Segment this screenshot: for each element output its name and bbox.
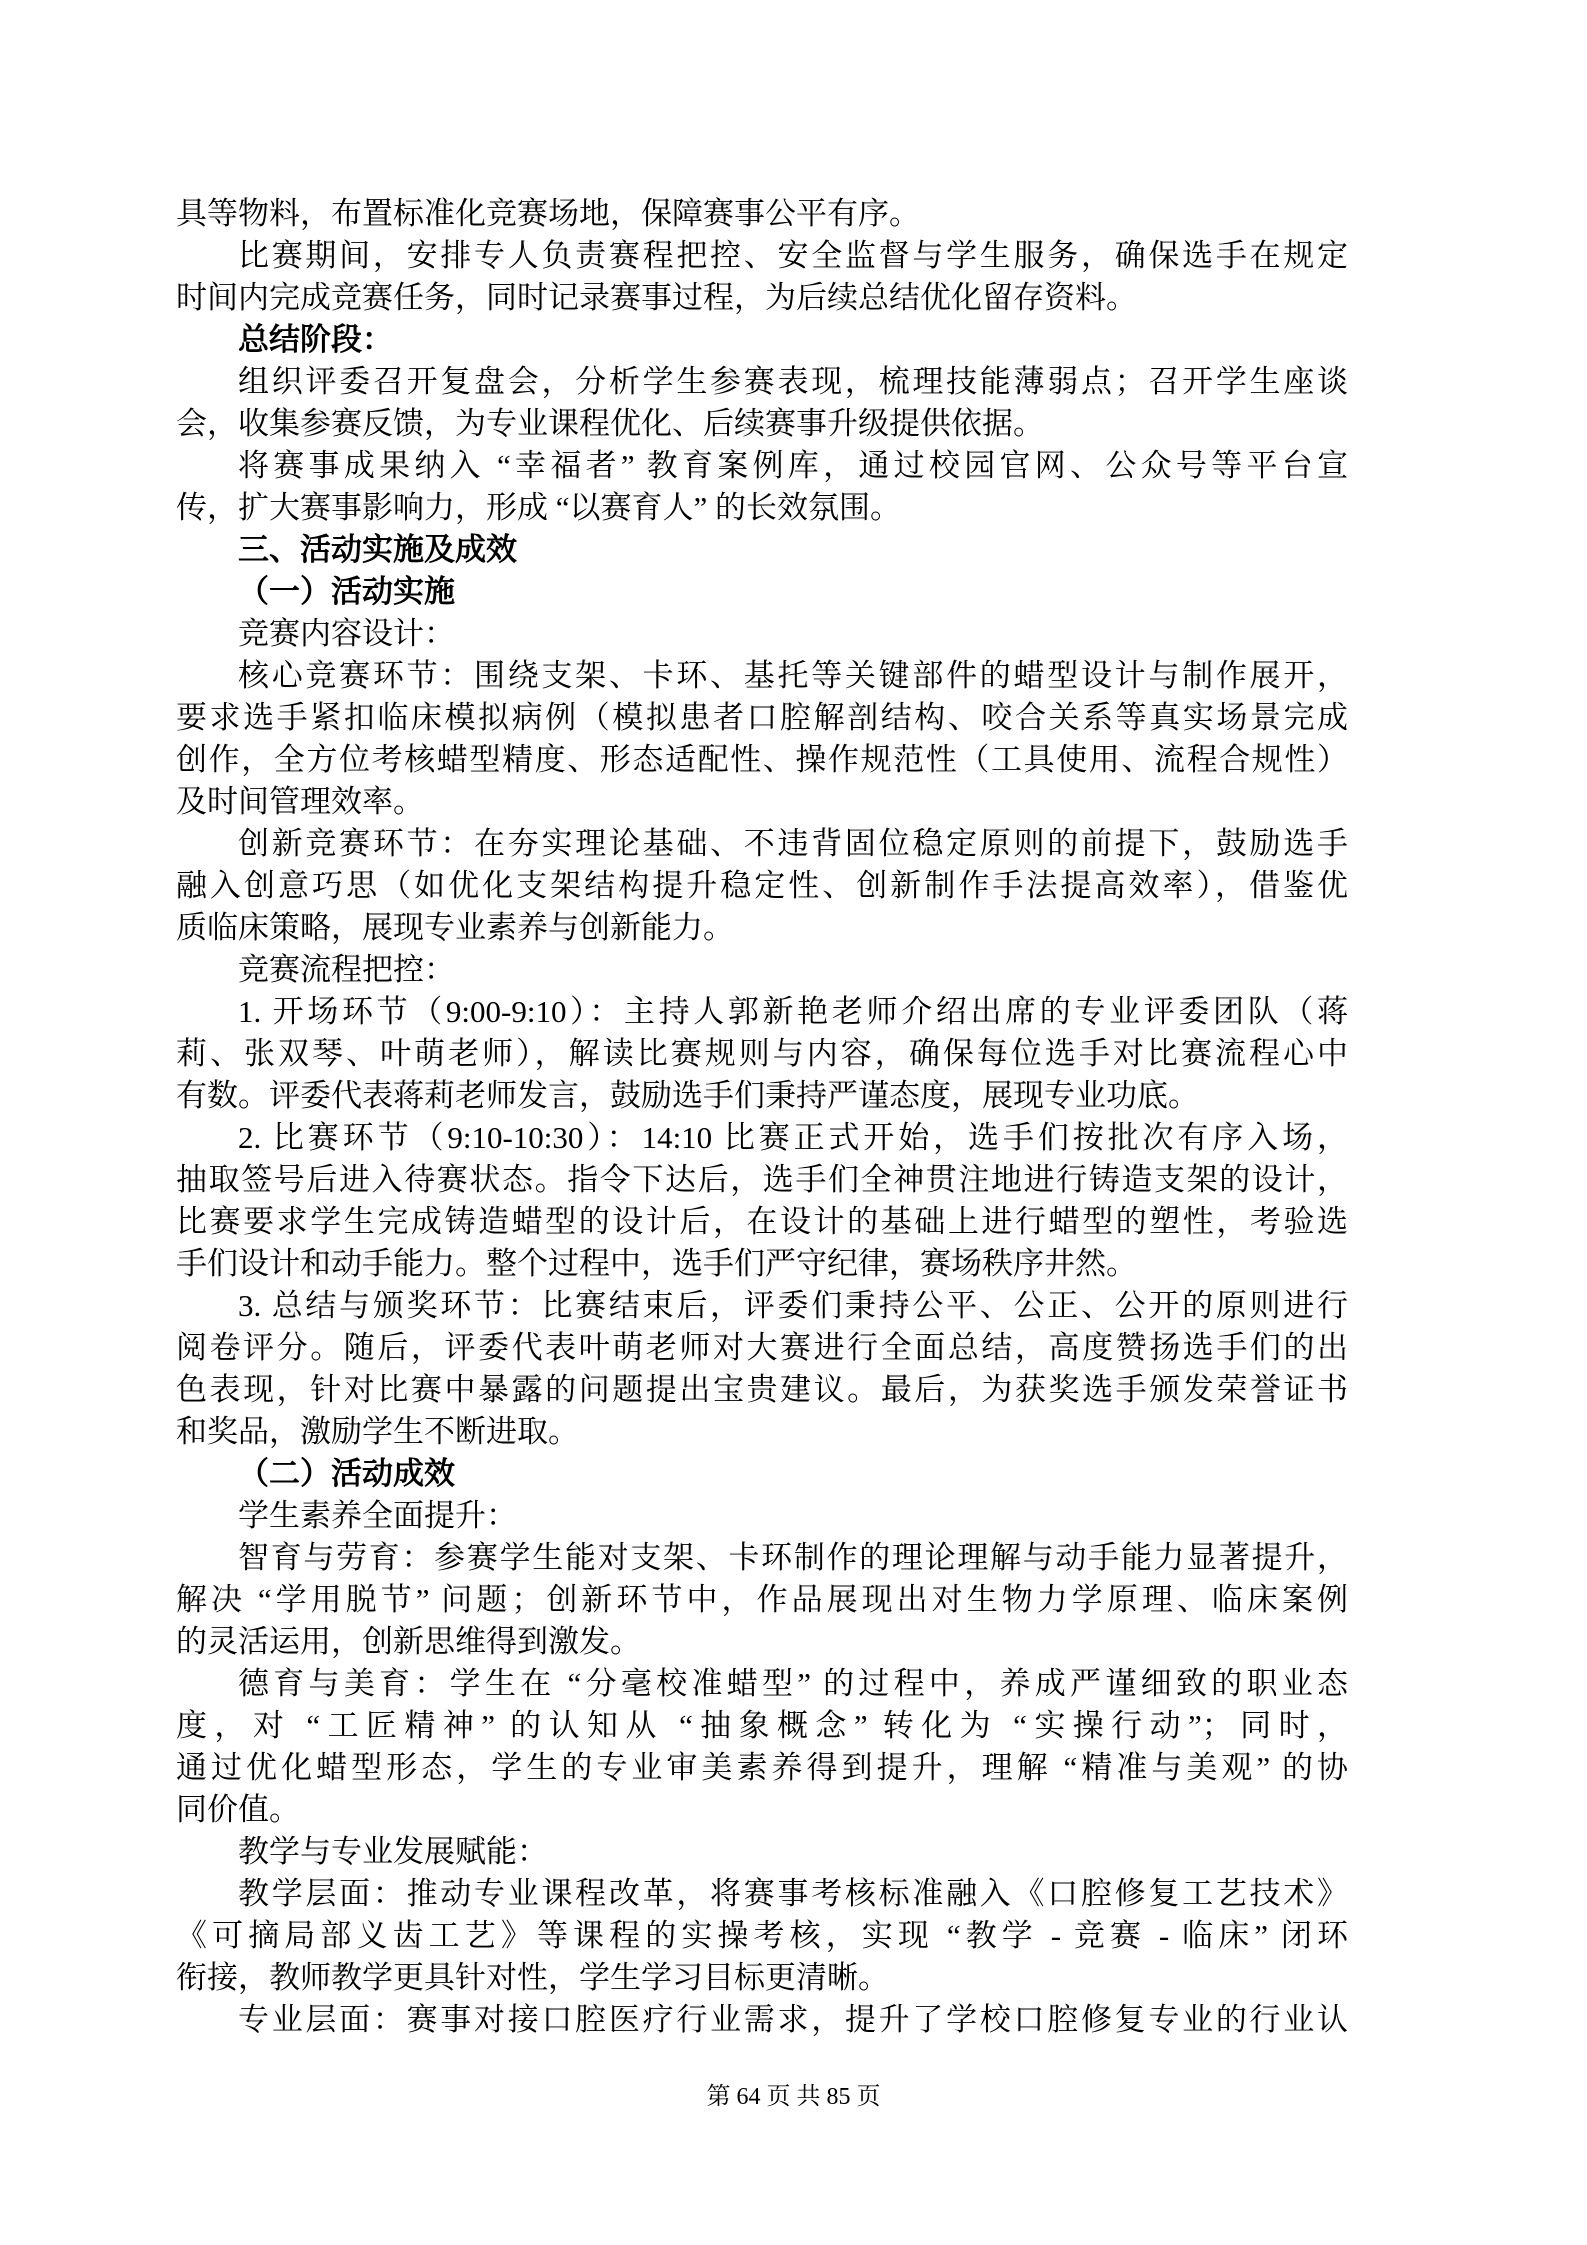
text-line: 手们设计和动手能力。整个过程中，选手们严守纪律，赛场秩序井然。 [176, 1246, 1137, 1281]
text-line: 3. 总结与颁奖环节：比赛结束后，评委们秉持公平、公正、公开的原则进行 [238, 1288, 1348, 1323]
text-line: 抽取签号后进入待赛状态。指令下达后，选手们全神贯注地进行铸造支架的设计， [176, 1162, 1348, 1197]
text-line: 竞赛内容设计： [238, 616, 455, 651]
text-line: 传，扩大赛事影响力，形成 “以赛育人” 的长效氛围。 [176, 490, 902, 525]
text-line: 要求选手紧扣临床模拟病例（模拟患者口腔解剖结构、咬合关系等真实场景完成 [176, 700, 1348, 735]
text-line: 比赛要求学生完成铸造蜡型的设计后，在设计的基础上进行蜡型的塑性，考验选 [176, 1204, 1348, 1239]
text-line: 组织评委召开复盘会，分析学生参赛表现，梳理技能薄弱点；召开学生座谈 [238, 364, 1348, 399]
document-body [176, 193, 1348, 2041]
text-line: 竞赛流程把控： [238, 952, 455, 987]
text-line: 有数。评委代表蒋莉老师发言，鼓励选手们秉持严谨态度，展现专业功底。 [176, 1078, 1199, 1113]
text-line: 通过优化蜡型形态，学生的专业审美素养得到提升，理解 “精准与美观” 的协 [176, 1750, 1348, 1785]
text-line: 衔接，教师教学更具针对性，学生学习目标更清晰。 [176, 1960, 889, 1995]
text-line: （二）活动成效 [238, 1456, 455, 1491]
page-footer [0, 2082, 1587, 2112]
text-line: 质临床策略，展现专业素养与创新能力。 [176, 910, 734, 945]
text-line: 的灵活运用，创新思维得到激发。 [176, 1624, 641, 1659]
text-line: 阅卷评分。随后，评委代表叶萌老师对大赛进行全面总结，高度赞扬选手们的出 [176, 1330, 1348, 1365]
text-line: 创新竞赛环节：在夯实理论基础、不违背固位稳定原则的前提下，鼓励选手 [238, 826, 1348, 861]
text-line: 《可摘局部义齿工艺》等课程的实操考核，实现 “教学 - 竞赛 - 临床” 闭环 [176, 1918, 1348, 1953]
text-line: 莉、张双琴、叶萌老师），解读比赛规则与内容，确保每位选手对比赛流程心中 [176, 1036, 1348, 1071]
text-line: 总结阶段： [238, 322, 393, 357]
text-line: 融入创意巧思（如优化支架结构提升稳定性、创新制作手法提高效率），借鉴优 [176, 868, 1348, 903]
text-line: 教学与专业发展赋能： [238, 1834, 548, 1869]
text-line: 学生素养全面提升： [238, 1498, 517, 1533]
text-line: 三、活动实施及成效 [238, 532, 517, 567]
text-line: 教学层面：推动专业课程改革，将赛事考核标准融入《口腔修复工艺技术》 [238, 1876, 1348, 1911]
text-line: 及时间管理效率。 [176, 784, 424, 819]
text-line: 具等物料，布置标准化竞赛场地，保障赛事公平有序。 [176, 196, 920, 231]
page-number: 第 64 页 共 85 页 [706, 2084, 881, 2110]
text-line: 色表现，针对比赛中暴露的问题提出宝贵建议。最后，为获奖选手颁发荣誉证书 [176, 1372, 1348, 1407]
text-line: 智育与劳育：参赛学生能对支架、卡环制作的理论理解与动手能力显著提升， [238, 1540, 1348, 1575]
text-line: 解决 “学用脱节” 问题；创新环节中，作品展现出对生物力学原理、临床案例 [176, 1582, 1348, 1617]
text-line: 和奖品，激励学生不断进取。 [176, 1414, 579, 1449]
text-line: 创作，全方位考核蜡型精度、形态适配性、操作规范性（工具使用、流程合规性） [176, 742, 1348, 777]
text-line: 时间内完成竞赛任务，同时记录赛事过程，为后续总结优化留存资料。 [176, 280, 1137, 315]
text-line: 德育与美育：学生在 “分毫校准蜡型” 的过程中，养成严谨细致的职业态 [238, 1666, 1348, 1701]
text-line: 1. 开场环节（9:00-9:10）：主持人郭新艳老师介绍出席的专业评委团队（蒋 [238, 994, 1348, 1029]
text-line: 核心竞赛环节：围绕支架、卡环、基托等关键部件的蜡型设计与制作展开， [238, 658, 1348, 693]
text-line: 会，收集参赛反馈，为专业课程优化、后续赛事升级提供依据。 [176, 406, 1044, 441]
text-line: 同价值。 [176, 1792, 300, 1827]
text-line: （一）活动实施 [238, 574, 455, 609]
text-line: 专业层面：赛事对接口腔医疗行业需求，提升了学校口腔修复专业的行业认 [238, 2002, 1348, 2037]
text-line: 比赛期间，安排专人负责赛程把控、安全监督与学生服务，确保选手在规定 [238, 238, 1348, 273]
text-line: 度，对 “工匠精神” 的认知从 “抽象概念” 转化为 “实操行动”；同时， [176, 1708, 1348, 1743]
text-line: 2. 比赛环节（9:10-10:30）：14:10 比赛正式开始，选手们按批次有序入场， [238, 1120, 1348, 1155]
text-line: 将赛事成果纳入 “幸福者” 教育案例库，通过校园官网、公众号等平台宣 [238, 448, 1348, 483]
